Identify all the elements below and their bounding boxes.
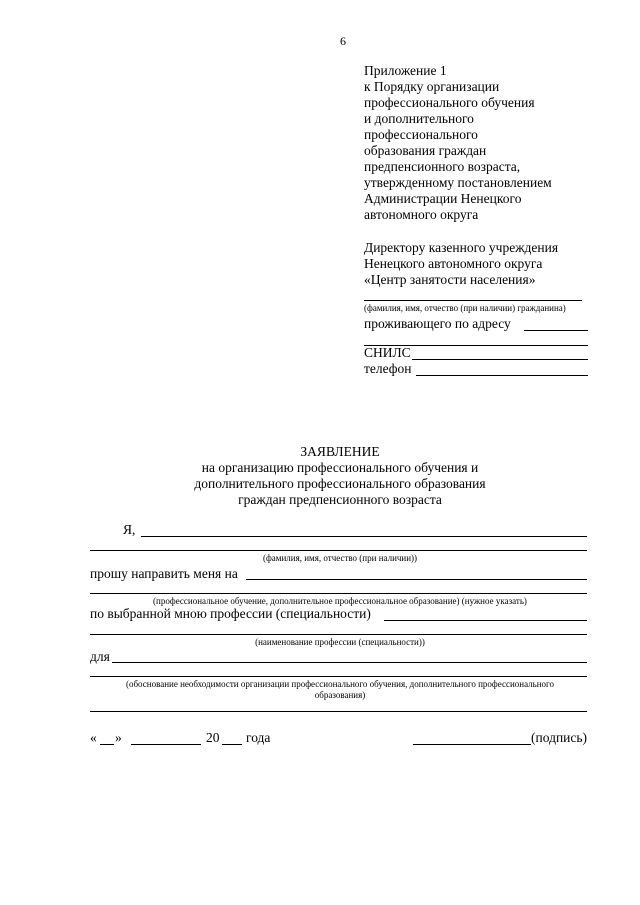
profession-caption: (наименование профессии (специальности)) xyxy=(255,637,425,647)
reason-caption: (обоснование необходимости организации профессионального обучения, дополнительного профессионального xyxy=(125,679,555,689)
request-line-2[interactable] xyxy=(90,593,587,594)
profession-line[interactable] xyxy=(384,620,587,621)
page-number: 6 xyxy=(340,34,346,48)
reason-line[interactable] xyxy=(112,662,587,663)
date-open-quote: « xyxy=(90,730,97,745)
residence-line[interactable] xyxy=(524,330,588,331)
appendix-line: и дополнительного xyxy=(364,111,474,126)
addressee-line: Ненецкого автономного округа xyxy=(364,256,543,271)
appendix-line: Приложение 1 xyxy=(364,63,447,78)
year-line[interactable] xyxy=(222,744,242,745)
fio-caption: (фамилия, имя, отчество (при наличии)) xyxy=(262,553,418,563)
appendix-line: профессионального обучения xyxy=(364,95,535,110)
request-label: прошу направить меня на xyxy=(90,566,238,581)
document-subtitle-line: на организацию профессионального обучения и xyxy=(201,460,479,475)
for-label: для xyxy=(90,649,110,664)
date-day-line[interactable] xyxy=(100,744,114,745)
profession-line-2[interactable] xyxy=(90,634,587,635)
reason-caption: образования) xyxy=(314,690,366,700)
appendix-block xyxy=(364,63,552,223)
applicant-name-caption: (фамилия, имя, отчество (при наличии) гражданина) xyxy=(364,303,566,313)
appendix-line: автономного округа xyxy=(364,207,479,222)
addressee-line: Директору казенного учреждения xyxy=(364,240,559,255)
addressee-line: «Центр занятости населения» xyxy=(364,272,536,287)
appendix-line: утвержденному постановлением xyxy=(364,175,552,190)
appendix-line: Администрации Ненецкого xyxy=(364,191,522,206)
date-month-line[interactable] xyxy=(131,744,201,745)
year-prefix: 20 xyxy=(206,730,220,745)
appendix-line: профессионального xyxy=(364,127,478,142)
phone-label: телефон xyxy=(364,361,412,376)
document-title: ЗАЯВЛЕНИЕ xyxy=(300,444,380,459)
reason-line-2[interactable] xyxy=(90,676,587,677)
reason-line-3[interactable] xyxy=(90,711,587,712)
fio-line-1[interactable] xyxy=(141,536,587,537)
signature-label: (подпись) xyxy=(531,730,588,745)
residence-label: проживающего по адресу xyxy=(364,316,511,331)
snils-line[interactable] xyxy=(412,359,588,360)
fio-line-2[interactable] xyxy=(90,550,587,551)
document-subtitle-line: дополнительного профессионального образования xyxy=(194,476,486,491)
education-caption: (профессиональное обучение, дополнительное профессиональное образование) (нужное указать) xyxy=(153,596,527,606)
addressee-block xyxy=(364,240,558,288)
appendix-line: к Порядку организации xyxy=(364,79,500,94)
phone-line[interactable] xyxy=(416,375,588,376)
profession-label: по выбранной мною профессии (специальности) xyxy=(90,606,371,621)
appendix-line: предпенсионного возраста, xyxy=(364,159,521,174)
signature-line[interactable] xyxy=(413,744,531,745)
year-suffix: года xyxy=(246,730,271,745)
snils-label: СНИЛС xyxy=(364,345,411,360)
appendix-line: образования граждан xyxy=(364,143,487,158)
applicant-name-line[interactable] xyxy=(364,300,582,301)
document-subtitle-line: граждан предпенсионного возраста xyxy=(238,492,442,507)
date-close-quote: » xyxy=(115,730,122,745)
i-label: Я, xyxy=(123,522,136,537)
request-line[interactable] xyxy=(246,579,587,580)
